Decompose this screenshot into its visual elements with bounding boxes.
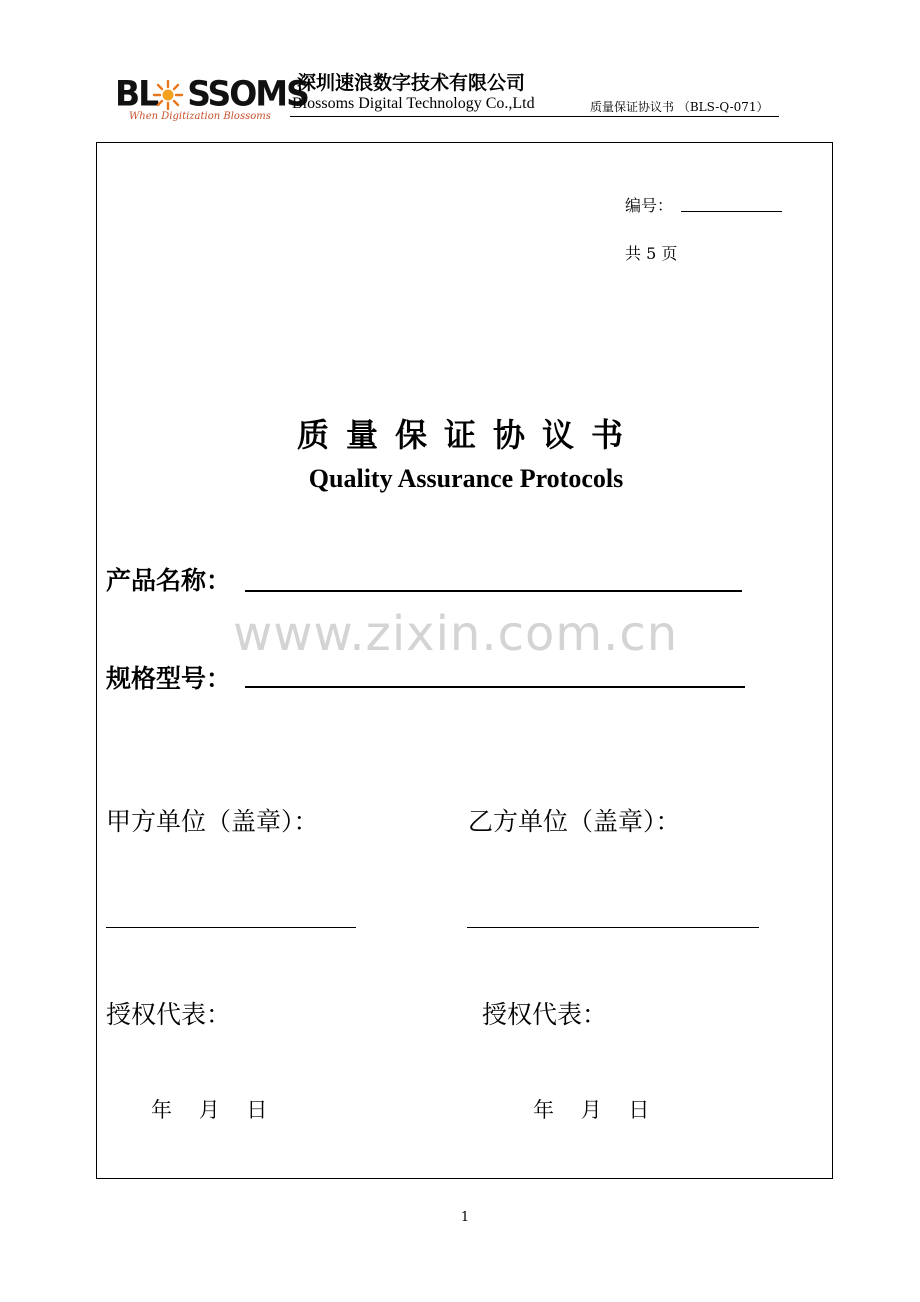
logo-wordmark: BL SSOMS bbox=[115, 73, 308, 114]
party-b-label: 乙方单位（盖章）： bbox=[468, 807, 681, 836]
logo-tagline: When Digitization Blossoms bbox=[129, 111, 271, 122]
party-a-label: 甲方单位（盖章）： bbox=[106, 807, 319, 836]
party-a-date: 年 月 日 bbox=[151, 1098, 268, 1122]
serial-number-blank bbox=[681, 211, 782, 212]
title-chinese: 质量保证协议书 bbox=[296, 416, 640, 454]
product-name-blank bbox=[245, 590, 742, 592]
title-english: Quality Assurance Protocols bbox=[308, 464, 624, 493]
document-reference: 质量保证协议书 （BLS-Q-071） bbox=[590, 100, 769, 114]
page-number: 1 bbox=[460, 1210, 470, 1225]
watermark: www.zixin.com.cn bbox=[233, 606, 679, 662]
header-divider bbox=[290, 116, 779, 117]
party-b-signature-line bbox=[467, 927, 759, 928]
sun-icon bbox=[152, 79, 184, 111]
company-name-cn: 深圳速浪数字技术有限公司 bbox=[297, 72, 526, 94]
model-blank bbox=[245, 686, 745, 688]
model-label: 规格型号： bbox=[106, 664, 232, 693]
party-a-representative-label: 授权代表： bbox=[106, 1000, 232, 1029]
page-count: 共 5 页 bbox=[625, 244, 678, 263]
party-b-date: 年 月 日 bbox=[533, 1098, 650, 1122]
party-a-signature-line bbox=[106, 927, 356, 928]
product-name-label: 产品名称： bbox=[106, 566, 232, 595]
serial-number-label: 编号： bbox=[625, 196, 674, 215]
party-b-representative-label: 授权代表： bbox=[482, 1000, 608, 1029]
company-logo bbox=[115, 73, 308, 126]
company-name-en: Blossoms Digital Technology Co.,Ltd bbox=[292, 95, 535, 112]
